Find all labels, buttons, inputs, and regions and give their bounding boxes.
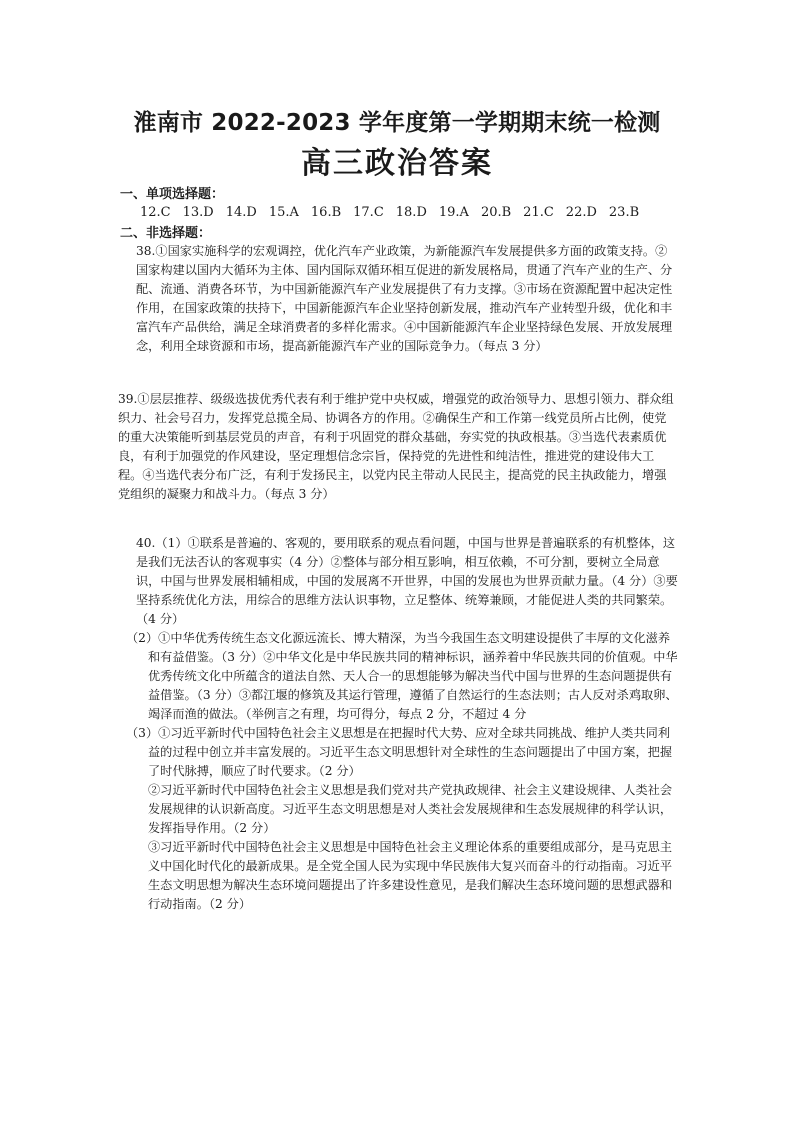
question-40-answer	[118, 534, 678, 914]
single-choice-answers	[140, 205, 680, 220]
answer-item: 22.D	[565, 205, 597, 220]
question-39-answer	[118, 390, 678, 504]
page-title: 淮南市 2022-2023 学年度第一学期期末统一检测	[133, 110, 661, 136]
question-40-part3-point2: ②习近平新时代中国特色社会主义思想是我们党对共产党执政规律、社会主义建设规律、人类社会发展规律的认识新高度。习近平生态文明思想是对人类社会发展规律和生态发展规律的科学认识，发挥指导作用。（2 分）	[148, 783, 673, 835]
answer-item: 18.D	[395, 205, 427, 220]
answer-item: 19.A	[438, 205, 469, 220]
question-40-part2: （2）①中华优秀传统生态文化源远流长、博大精深，为当今我国生态文明建设提供了丰厚的文化滋养和有益借鉴。（3 分）②中华文化是中华民族共同的精神标识，涵养着中华民族共同的价值观。中华优秀传统文化中所蕴含的道法自然、天人合一的思想能够为解决当代中国与世界的生态问题提供有益借鉴。（3 分）③都江堰的修筑及其运行管理，遵循了自然运行的生态法则；古人反对杀鸡取卵、竭泽而渔的做法。（举例言之有理，均可得分，每点 2 分，不超过 4 分	[126, 631, 678, 721]
answer-item: 17.C	[353, 205, 384, 220]
question-38-answer	[118, 242, 678, 356]
question-40-part3-point3: ③习近平新时代中国特色社会主义思想是中国特色社会主义理论体系的重要组成部分，是马克思主义中国化时代化的最新成果。是全党全国人民为实现中华民族伟大复兴而奋斗的行动指南。习近平生态文明思想为解决生态环境问题提出了许多建设性意见，是我们解决生态环境问题的思想武器和行动指南。（2 分）	[148, 840, 673, 911]
answer-item: 13.D	[182, 205, 214, 220]
answer-item: 23.B	[608, 205, 640, 220]
section-heading-non-choice: 二、非选择题：	[120, 226, 212, 241]
question-39-text: 39.①层层推荐、级级选拔优秀代表有利于维护党中央权威，增强党的政治领导力、思想引领力、群众组织力、社会号召力，发挥党总揽全局、协调各方的作用。②确保生产和工作第一线党员所占比例，使党的重大决策能听到基层党员的声音，有利于巩固党的群众基础，夯实党的执政根基。③当选代表素质优良，有利于加强党的作风建设，坚定理想信念宗旨，保持党的先进性和纯洁性，推进党的建设伟大工程。④当选代表分布广泛，有利于发扬民主，以党内民主带动人民民主，提高党的民主执政能力，增强党组织的凝聚力和战斗力。（每点 3 分）	[118, 392, 674, 501]
question-40-part3-point1: （3）①习近平新时代中国特色社会主义思想是在把握时代大势、应对全球共同挑战、维护人类共同利益的过程中创立并丰富发展的。习近平生态文明思想针对全球性的生态问题提出了中国方案，把握了时代脉搏，顺应了时代要求。（2 分）	[126, 726, 673, 778]
answer-item: 12.C	[140, 205, 171, 220]
section-heading-single-choice: 一、单项选择题：	[120, 187, 225, 202]
answer-item: 14.D	[225, 205, 257, 220]
page-subtitle: 高三政治答案	[301, 146, 493, 181]
question-40-part1: 40.（1）①联系是普遍的、客观的，要用联系的观点看问题，中国与世界是普遍联系的有机整体，这是我们无法否认的客观事实（4 分）②整体与部分相互影响，相互依赖，不可分割，要树立全局意识，中国与世界发展相辅相成，中国的发展离不开世界，中国的发展也为世界贡献力量。（4 分）③要坚持系统优化方法，用综合的思维方法认识事物，立足整体、统筹兼顾，才能促进人类的共同繁荣。（4 分）	[136, 536, 678, 626]
answer-item: 16.B	[310, 205, 342, 220]
answer-item: 15.A	[268, 205, 299, 220]
answer-item: 21.C	[523, 205, 554, 220]
answer-item: 20.B	[480, 205, 512, 220]
question-38-text: 38.①国家实施科学的宏观调控，优化汽车产业政策，为新能源汽车发展提供多方面的政策支持。②国家构建以国内大循环为主体、国内国际双循环相互促进的新发展格局，贯通了汽车产业的生产、分配、流通、消费各环节，为中国新能源汽车产业发展提供了有力支撑。③市场在资源配置中起决定性作用，在国家政策的扶持下，中国新能源汽车企业坚持创新发展，推动汽车产业转型升级，优化和丰富汽车产品供给，满足全球消费者的多样化需求。④中国新能源汽车企业坚持绿色发展、开放发展理念，利用全球资源和市场，提高新能源汽车产业的国际竞争力。（每点 3 分）	[136, 244, 673, 353]
